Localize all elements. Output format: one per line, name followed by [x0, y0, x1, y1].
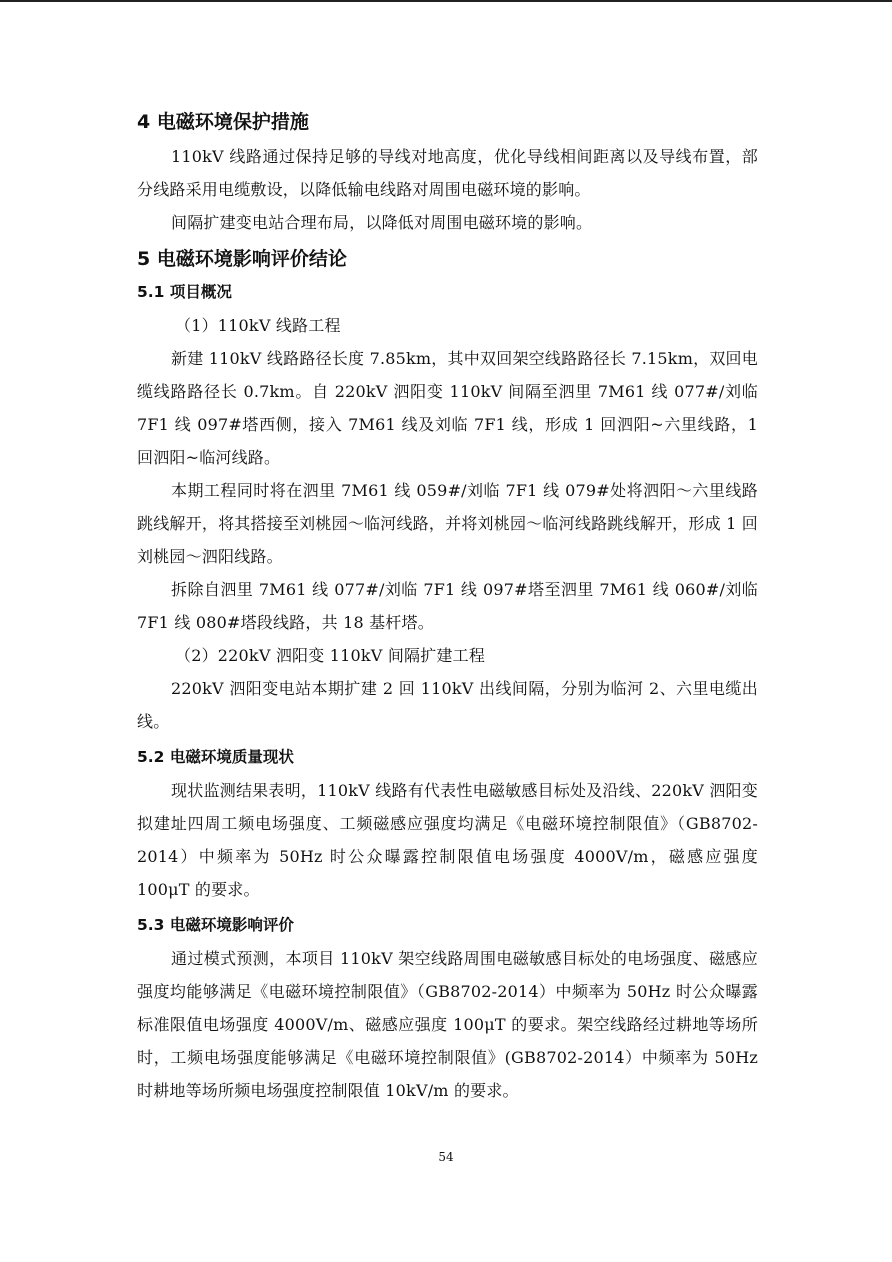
section-4-heading: 4 电磁环境保护措施	[137, 111, 309, 133]
section-5-3-paragraph-1: 通过模式预测，本项目 110kV 架空线路周围电磁敏感目标处的电场强度、磁感应强度均能够满足《电磁环境控制限值》（GB8702-2014）中频率为 50Hz 时公众曝露标准限值电场强度 4000V/m、磁感应强度 100μT 的要求。架空线路经过耕地等场所时，工频电场强度能够满足《电磁环境控制限值》(GB8702-2014）中频率为 50Hz 时耕地等场所频电场强度控制限值 10kV/m 的要求。	[137, 949, 758, 1100]
item-1-label: （1）110kV 线路工程	[175, 316, 341, 335]
page-number: 54	[438, 1150, 454, 1164]
section-4-paragraph-1: 110kV 线路通过保持足够的导线对地高度，优化导线相间距离以及导线布置，部分线路采用电缆敷设，以降低输电线路对周围电磁环境的影响。	[137, 147, 758, 199]
section-5-1-paragraph-3: 拆除自泗里 7M61 线 077#/刘临 7F1 线 097#塔至泗里 7M61 线 060#/刘临 7F1 线 080#塔段线路，共 18 基杆塔。	[137, 580, 758, 632]
section-5-3-heading: 5.3 电磁环境影响评价	[137, 916, 294, 934]
item-2-label: （2）220kV 泗阳变 110kV 间隔扩建工程	[175, 646, 486, 665]
section-4-paragraph-2: 间隔扩建变电站合理布局，以降低对周围电磁环境的影响。	[171, 213, 593, 232]
section-5-2-paragraph-1: 现状监测结果表明，110kV 线路有代表性电磁敏感目标处及沿线、220kV 泗阳变拟建址四周工频电场强度、工频磁感应强度均满足《电磁环境控制限值》（GB8702-2014）中频率为 50Hz 时公众曝露控制限值电场强度 4000V/m，磁感应强度 100μT 的要求。	[137, 781, 758, 899]
section-5-heading: 5 电磁环境影响评价结论	[137, 248, 347, 270]
section-5-1-paragraph-4: 220kV 泗阳变电站本期扩建 2 回 110kV 出线间隔，分别为临河 2、六里电缆出线。	[137, 679, 758, 731]
section-5-1-heading: 5.1 项目概况	[137, 283, 232, 301]
section-5-1-paragraph-2: 本期工程同时将在泗里 7M61 线 059#/刘临 7F1 线 079#处将泗阳～六里线路跳线解开，将其搭接至刘桃园～临河线路，并将刘桃园～临河线路跳线解开，形成 1 回刘桃园～泗阳线路。	[137, 481, 758, 566]
section-5-1-paragraph-1: 新建 110kV 线路路径长度 7.85km，其中双回架空线路路径长 7.15km，双回电缆线路路径长 0.7km。自 220kV 泗阳变 110kV 间隔至泗里 7M61 线 077#/刘临 7F1 线 097#塔西侧，接入 7M61 线及刘临 7F1 线，形成 1 回泗阳~六里线路，1 回泗阳~临河线路。	[137, 349, 758, 467]
document-body	[137, 108, 758, 1107]
section-5-2-heading: 5.2 电磁环境质量现状	[137, 748, 294, 766]
page-top-border	[0, 0, 892, 2]
